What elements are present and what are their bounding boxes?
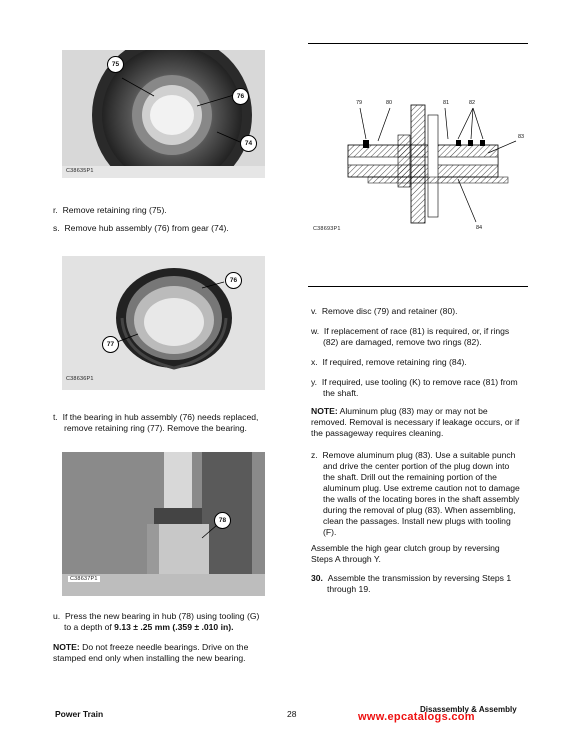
step-v: v. Remove disc (79) and retainer (80). — [311, 306, 458, 316]
diagram-label-81: 81 — [443, 100, 450, 106]
step-30: 30. Assemble the transmission by reversing Steps 1 through 19. — [311, 573, 512, 594]
watermark: www.epcatalogs.com — [358, 711, 475, 723]
step-s: s. Remove hub assembly (76) from gear (74). — [53, 223, 229, 233]
step-r: r. Remove retaining ring (75). — [53, 205, 167, 215]
footer-left: Power Train — [55, 709, 104, 719]
diagram-label-79: 79 — [356, 100, 363, 106]
photo-hub-78 — [62, 452, 265, 596]
step-z: z. Remove aluminum plug (83). Use a suitable punch and drive the center portion of the plug down into the shaft. Drill out the remaining portion of the aluminum plug. Use extreme caution not to damage the walls of the locating bores in the shaft assembly during the removal of plug (83). When assembling, clean the passages. Install new plugs with tooling (F). — [311, 450, 520, 537]
diagram-label-84: 84 — [476, 225, 483, 231]
photo-gear-74 — [62, 50, 265, 178]
divider — [308, 286, 528, 287]
callout-77: 77 — [102, 336, 119, 353]
gear-illustration — [62, 50, 265, 178]
assemble-note: Assemble the high gear clutch group by reversing Steps A through Y. — [311, 543, 500, 564]
diagram-shaft — [308, 95, 533, 237]
step-u: u. Press the new bearing in hub (78) using tooling (G) to a depth of 9.13 ± .25 mm (.359 ± .010 in). — [53, 611, 260, 632]
callout-74: 74 — [240, 135, 257, 152]
step-y: y. If required, use tooling (K) to remove race (81) from the shaft. — [311, 377, 518, 398]
press-illustration — [62, 452, 265, 596]
step-x: x. If required, remove retaining ring (84). — [311, 357, 467, 367]
note-u: NOTE: Do not freeze needle bearings. Drive on the stamped end only when installing the new bearing. — [53, 642, 249, 663]
photo-hub-77 — [62, 256, 265, 390]
callout-76: 76 — [225, 272, 242, 289]
callout-78: 78 — [214, 512, 231, 529]
callout-75: 75 — [107, 56, 124, 73]
diagram-label-82: 82 — [469, 100, 476, 106]
divider — [308, 43, 528, 44]
diagram-caption: C38693P1 — [313, 226, 341, 232]
step-w: w. If replacement of race (81) is required, or, if rings (82) are damaged, remove two rings (82). — [311, 326, 510, 347]
photo-caption: C38635P1 — [66, 168, 94, 174]
diagram-label-80: 80 — [386, 100, 393, 106]
step-t: t. If the bearing in hub assembly (76) needs replaced, remove retaining ring (77). Remove the bearing. — [53, 412, 259, 433]
page-number: 28 — [287, 709, 297, 719]
photo-caption: C38636P1 — [66, 376, 94, 382]
note-y: NOTE: Aluminum plug (83) may or may not be removed. Removal is necessary if leakage occurs, or if the passageway requires cleaning. — [311, 406, 520, 438]
callout-76: 76 — [232, 88, 249, 105]
shaft-cross-section — [308, 95, 533, 237]
photo-caption: C38637P1 — [70, 576, 98, 582]
footer-right: Disassembly & Assembly — [420, 705, 517, 714]
diagram-label-83: 83 — [518, 134, 525, 140]
